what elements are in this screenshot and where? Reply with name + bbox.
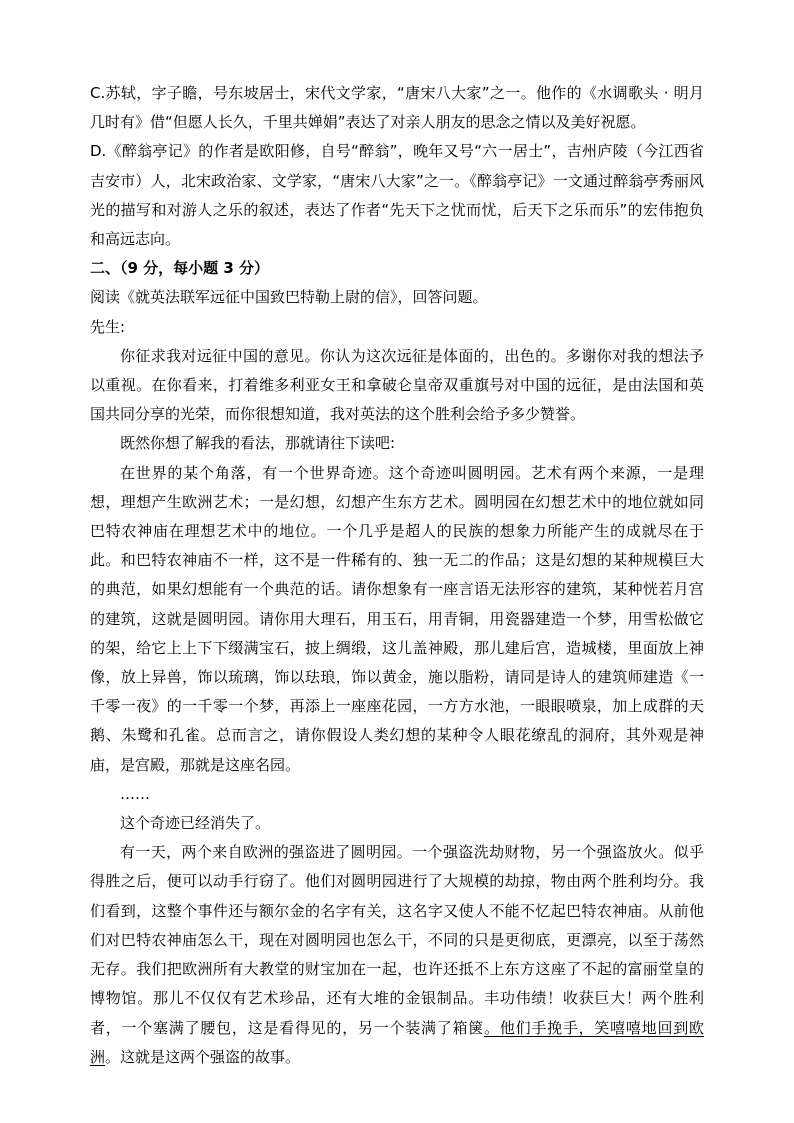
letter-paragraph-2: 既然你想了解我的看法，那就请往下读吧:: [120, 434, 396, 453]
paragraph-5-main: 有一天，两个来自欧洲的强盗进了圆明园。一个强盗洗劫财物，另一个强盗放火。似乎得胜之后，便可以动手行窃了。他们对圆明园进行了大规模的劫掠，物由两个胜利均分。我们看到，这整个事件还与额尔金的名字有关，这名字又使人不能不忆起巴特农神庙。从前他们对巴特农神庙怎么干，现在对圆明园也怎么干，不同的只是更彻底，更漂亮，以至于荡然无存。我们把欧洲所有大教堂的财宝加在一起，也许还抵不上东方这座了不起的富丽堂皇的博物馆。那儿不仅仅有艺术珍品，还有大堆的金银制品。丰功伟绩！收获巨大！两个胜利者，一个塞满了腰包，这是看得见的，另一个装满了箱箧: [90, 843, 704, 1037]
letter-paragraph-5: [90, 838, 704, 1072]
underlined-sentence: 。他们手挽手，笑嘻嘻地回到欧洲: [90, 1018, 704, 1066]
option-c: C.苏轼，字子瞻，号东坡居士，宋代文学家，“唐宋八大家”之一。他作的《水调歌头 · 明月几时有》借“但愿人长久，千里共婵娟”表达了对亲人朋友的思念之情以及美好祝愿。: [90, 84, 704, 132]
letter-ellipsis: ……: [120, 784, 150, 803]
section-instruction: 阅读《就英法联军远征中国致巴特勒上尉的信》，回答问题。: [90, 288, 488, 307]
section-heading: 二、（9 分，每小题 3 分）: [90, 259, 270, 278]
paragraph-5-end: 。这就是这两个强盗的故事。: [105, 1047, 301, 1066]
letter-paragraph-1: 你征求我对远征中国的意见。你认为这次远征是体面的，出色的。多谢你对我的想法予以重视。在你看来，打着维多利亚女王和拿破仑皇帝双重旗号对中国的远征，是由法国和英国共同分享的光荣，而你很想知道，我对英法的这个胜利会给予多少赞誉。: [90, 346, 704, 424]
option-d: D.《醉翁亭记》的作者是欧阳修，自号“醉翁”，晚年又号“六一居士”，吉州庐陵（今江西省吉安市）人，北宋政治家、文学家，“唐宋八大家”之一。《醉翁亭记》一文通过醉翁亭秀丽风光的描写和对游人之乐的叙述，表达了作者“先天下之忧而忧，后天下之乐而乐”的宏伟抱负和高远志向。: [90, 142, 705, 249]
letter-paragraph-4: 这个奇迹已经消失了。: [120, 814, 271, 833]
letter-salutation: 先生:: [90, 317, 126, 336]
letter-paragraph-3: 在世界的某个角落，有一个世界奇迹。这个奇迹叫圆明园。艺术有两个来源，一是理想，理想产生欧洲艺术；一是幻想，幻想产生东方艺术。圆明园在幻想艺术中的地位就如同巴特农神庙在理想艺术中的地位。一个几乎是超人的民族的想象力所能产生的成就尽在于此。和巴特农神庙不一样，这不是一件稀有的、独一无二的作品；这是幻想的某种规模巨大的典范，如果幻想能有一个典范的话。请你想象有一座言语无法形容的建筑，某种恍若月宫的建筑，这就是圆明园。请你用大理石，用玉石，用青铜，用瓷器建造一个梦，用雪松做它的架，给它上上下下缀满宝石，披上绸缎，这儿盖神殿，那儿建后宫，造城楼，里面放上神像，放上异兽，饰以琉璃，饰以珐琅，饰以黄金，施以脂粉，请同是诗人的建筑师建造《一千零一夜》的一千零一个梦，再添上一座座花园，一方方水池，一眼眼喷泉，加上成群的天鹅、朱鹭和孔雀。总而言之，请你假设人类幻想的某种令人眼花缭乱的洞府，其外观是神庙，是宫殿，那就是这座名园。: [90, 463, 704, 774]
document-body: [90, 79, 704, 1072]
